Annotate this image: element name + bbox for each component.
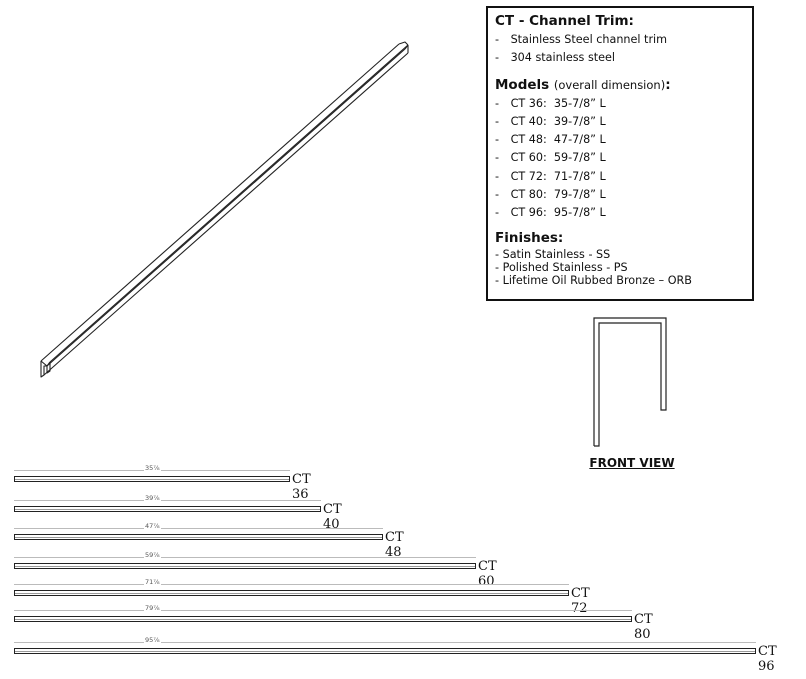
model-label: CT 48	[385, 530, 404, 560]
trim-bar	[14, 590, 569, 596]
finish-item: - Satin Stainless - SS	[495, 247, 611, 261]
models-heading: Models (overall dimension):	[495, 76, 671, 93]
dimension-text: 47⁷⁄₈	[145, 522, 160, 530]
model-spec-item: - CT 60: 59-7/8” L	[495, 151, 606, 165]
front-view-profile	[594, 318, 666, 446]
trim-bar	[14, 563, 476, 569]
dimension-line	[14, 500, 321, 501]
model-spec-item: - CT 96: 95-7/8” L	[495, 206, 606, 220]
trim-bar	[14, 648, 756, 654]
dimension-line	[14, 642, 756, 643]
model-label: CT 36	[292, 472, 311, 502]
spec-description-item: - Stainless Steel channel trim	[495, 33, 668, 46]
spec-title: CT - Channel Trim:	[495, 13, 634, 29]
dimension-line	[14, 528, 383, 529]
dimension-text: 35⁷⁄₈	[145, 464, 160, 472]
dimension-line	[14, 610, 632, 611]
finish-item: - Polished Stainless - PS	[495, 260, 628, 274]
front-view-label: FRONT VIEW	[589, 456, 675, 470]
model-label: CT 72	[571, 586, 590, 616]
model-spec-item: - CT 72: 71-7/8” L	[495, 169, 606, 183]
model-spec-item: - CT 40: 39-7/8” L	[495, 114, 606, 128]
dimension-text: 59⁷⁄₈	[145, 551, 160, 559]
dimension-text: 95⁷⁄₈	[145, 636, 160, 644]
dimension-line	[14, 584, 569, 585]
trim-bar	[14, 506, 321, 512]
model-label: CT 60	[478, 559, 497, 589]
finishes-heading: Finishes:	[495, 229, 564, 246]
model-dimension-row	[14, 636, 777, 674]
dimension-text: 39⁷⁄₈	[145, 494, 160, 502]
dimension-text: 71⁷⁄₈	[145, 578, 160, 586]
spec-box	[486, 6, 754, 301]
finish-item: - Lifetime Oil Rubbed Bronze – ORB	[495, 273, 692, 287]
trim-bar	[14, 616, 632, 622]
trim-bar	[14, 476, 290, 482]
dimension-line	[14, 557, 476, 558]
trim-bar	[14, 534, 383, 540]
model-spec-item: - CT 80: 79-7/8” L	[495, 188, 606, 202]
model-label: CT 96	[758, 644, 777, 674]
model-label: CT 80	[634, 612, 653, 642]
dimension-text: 79⁷⁄₈	[145, 604, 160, 612]
spec-description-item: - 304 stainless steel	[495, 51, 616, 65]
model-label: CT 40	[323, 502, 342, 532]
model-spec-item: - CT 48: 47-7/8” L	[495, 133, 606, 147]
model-spec-item: - CT 36: 35-7/8” L	[495, 96, 606, 110]
